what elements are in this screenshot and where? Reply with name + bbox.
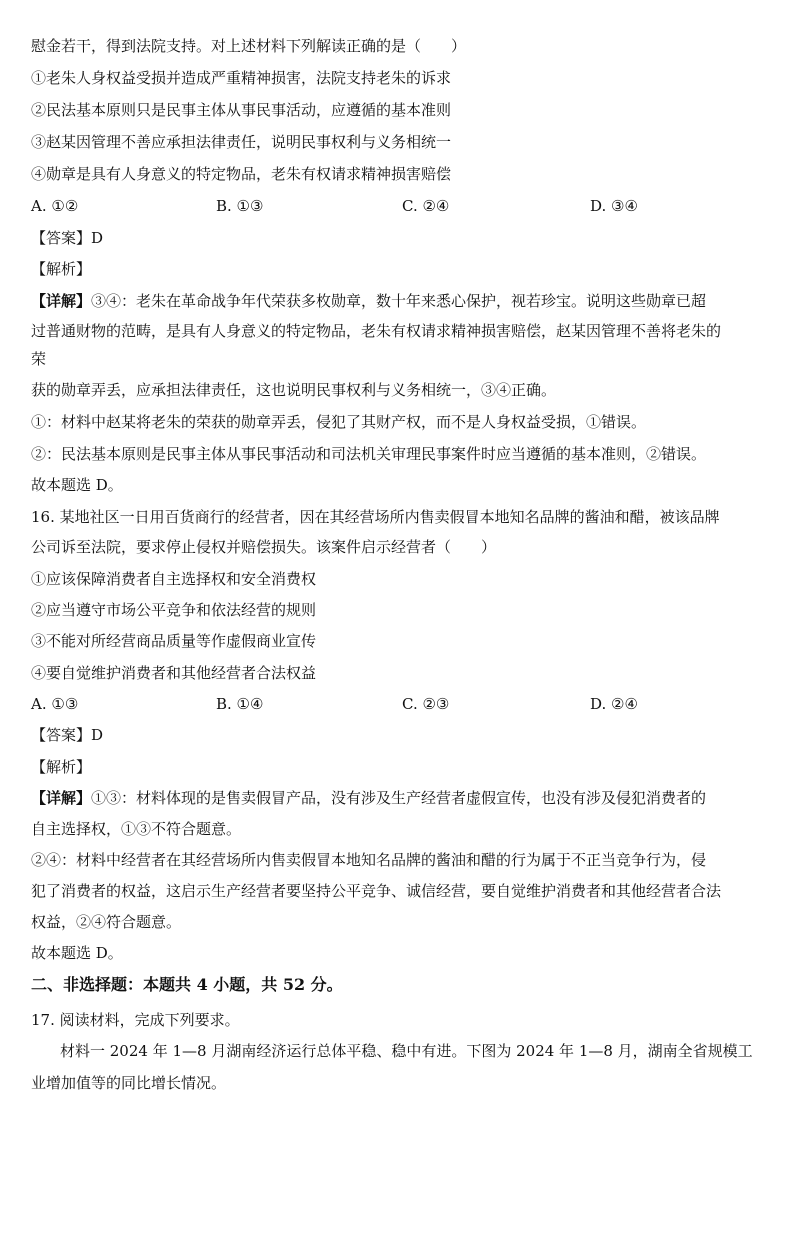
- q15-options: [31, 196, 780, 216]
- q16-detail-line-6: 故本题选 D。: [31, 944, 123, 962]
- q15-stem-end: 慰金若干，得到法院支持。对上述材料下列解读正确的是（ ）: [31, 37, 467, 55]
- q16-detail-line-4: 犯了消费者的权益，这启示生产经营者要坚持公平竞争、诚信经营，要自觉维护消费者和其他经营者合法: [31, 882, 722, 900]
- q16-options: [31, 694, 780, 714]
- q16-statement-2: ②应当遵守市场公平竞争和依法经营的规则: [31, 601, 317, 619]
- q16-statement-3: ③不能对所经营商品质量等作虚假商业宣传: [31, 632, 317, 650]
- q16-option-a: A. ①③: [31, 695, 79, 713]
- q15-detail-line-6: ②：民法基本原则是民事主体从事民事活动和司法机关审理民事案件时应当遵循的基本准则，②错误。: [31, 445, 707, 463]
- q15-option-a: A. ①②: [31, 197, 79, 215]
- q15-answer: 【答案】D: [31, 229, 104, 247]
- q16-statement-4: ④要自觉维护消费者和其他经营者合法权益: [31, 664, 317, 682]
- q16-detail-line-5: 权益，②④符合题意。: [31, 913, 182, 931]
- q15-detail-line-7: 故本题选 D。: [31, 476, 123, 494]
- q16-answer: 【答案】D: [31, 726, 104, 744]
- q15-detail-line-4: 获的勋章弄丢，应承担法律责任，这也说明民事权利与义务相统一，③④正确。: [31, 381, 557, 399]
- q16-detail-text-1: ①③：材料体现的是售卖假冒产品，没有涉及生产经营者虚假宣传，也没有涉及侵犯消费者的: [91, 789, 707, 807]
- q16-option-d: D. ②④: [590, 695, 638, 713]
- q16-statement-1: ①应该保障消费者自主选择权和安全消费权: [31, 570, 317, 588]
- q15-option-c: C. ②④: [402, 197, 450, 215]
- q16-option-b: B. ①④: [216, 695, 264, 713]
- q15-option-d: D. ③④: [590, 197, 638, 215]
- q15-detail-text-1: ③④：老朱在革命战争年代荣获多枚勋章，数十年来悉心保护，视若珍宝。说明这些勋章已超: [91, 292, 707, 310]
- q15-detail-line-3: 荣: [31, 350, 47, 368]
- q16-stem-line-2: 公司诉至法院，要求停止侵权并赔偿损失。该案件启示经营者（ ）: [31, 538, 497, 556]
- section-heading: 二、非选择题：本题共 4 小题，共 52 分。: [31, 975, 343, 994]
- q16-option-c: C. ②③: [402, 695, 450, 713]
- q16-stem-line-1: 16. 某地社区一日用百货商行的经营者，因在其经营场所内售卖假冒本地知名品牌的酱油和醋，被该品牌: [31, 508, 720, 526]
- q15-statement-3: ③赵某因管理不善应承担法律责任，说明民事权利与义务相统一: [31, 133, 452, 151]
- q16-detail-line-3: ②④：材料中经营者在其经营场所内售卖假冒本地知名品牌的酱油和醋的行为属于不正当竞争行为，侵: [31, 851, 707, 869]
- q15-detail-line-2: 过普通财物的范畴，是具有人身意义的特定物品，老朱有权请求精神损害赔偿，赵某因管理不善将老朱的: [31, 322, 722, 340]
- q15-option-b: B. ①③: [216, 197, 264, 215]
- q16-analysis-label: 【解析】: [31, 758, 92, 776]
- q15-detail-line-5: ①：材料中赵某将老朱的荣获的勋章弄丢，侵犯了其财产权，而不是人身权益受损，①错误。: [31, 413, 647, 431]
- q17-stem: 17. 阅读材料，完成下列要求。: [31, 1011, 240, 1029]
- q15-detail-tag: 【详解】: [31, 292, 92, 310]
- q15-detail-line-1: [31, 291, 780, 311]
- q16-detail-tag: 【详解】: [31, 789, 92, 807]
- q16-detail-line-1: [31, 788, 780, 808]
- q17-material-line-2: 业增加值等的同比增长情况。: [31, 1074, 227, 1092]
- q17-material-line-1: 材料一 2024 年 1—8 月湖南经济运行总体平稳、稳中有进。下图为 2024 年 1—8 月，湖南全省规模工: [60, 1042, 753, 1060]
- q16-detail-line-2: 自主选择权，①③不符合题意。: [31, 820, 242, 838]
- q15-analysis-label: 【解析】: [31, 260, 92, 278]
- q15-statement-4: ④勋章是具有人身意义的特定物品，老朱有权请求精神损害赔偿: [31, 165, 452, 183]
- q15-statement-1: ①老朱人身权益受损并造成严重精神损害，法院支持老朱的诉求: [31, 69, 452, 87]
- q15-statement-2: ②民法基本原则只是民事主体从事民事活动，应遵循的基本准则: [31, 101, 452, 119]
